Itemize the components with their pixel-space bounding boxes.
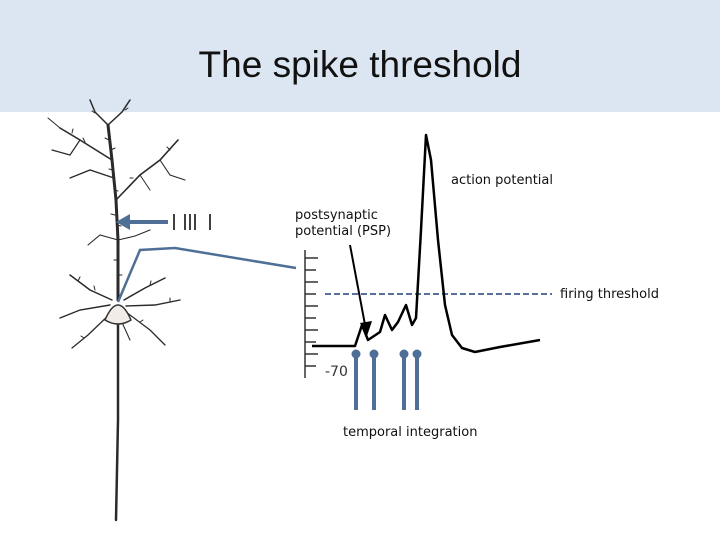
psp-label [295, 208, 435, 240]
psp-label-line1: postsynaptic [295, 208, 378, 223]
electrode-line [118, 248, 296, 302]
membrane-trace [312, 135, 540, 352]
action-potential-label: action potential [451, 173, 553, 188]
psp-pointer [350, 245, 366, 330]
spike-train [174, 214, 210, 230]
voltage-axis [305, 250, 318, 378]
slide-title: The spike threshold [198, 44, 522, 85]
temporal-integration-label: temporal integration [343, 425, 478, 440]
axis-tick-label: -70 [325, 364, 348, 380]
temporal-integration-markers [352, 350, 421, 410]
soma [105, 305, 131, 324]
psp-label-line2: potential (PSP) [295, 224, 392, 239]
firing-threshold-label: firing threshold [560, 287, 659, 302]
